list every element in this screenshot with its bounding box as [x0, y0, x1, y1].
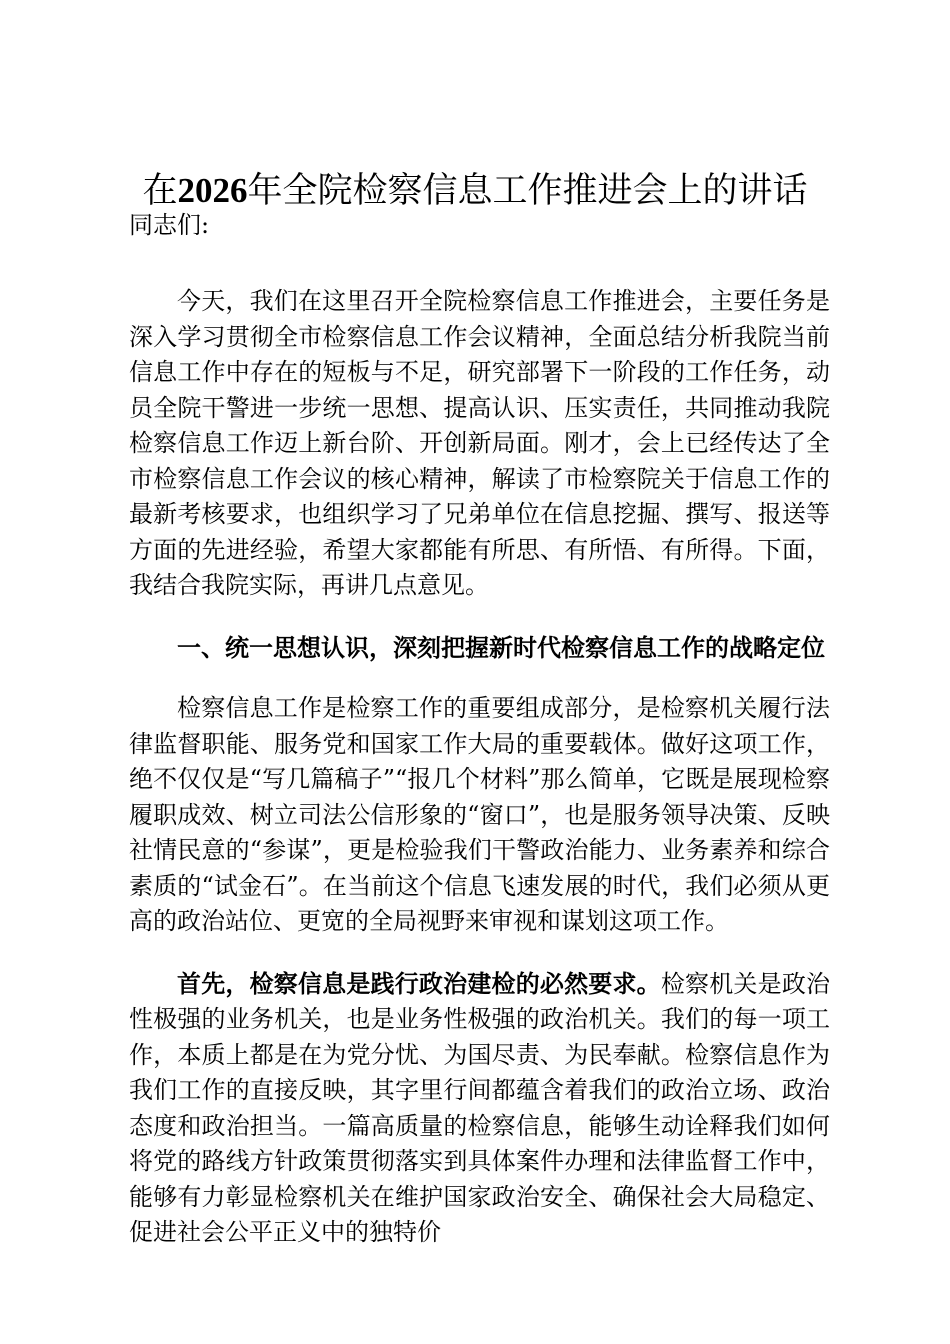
paragraph-section-1: 检察信息工作是检察工作的重要组成部分，是检察机关履行法律监督职能、服务党和国家工作大局的重要载体。做好这项工作，绝不仅仅是“写几篇稿子”“报几个材料”那么简单，它既是展现检察履职成效、树立司法公信形象的“窗口”，也是服务领导决策、反映社情民意的“参谋”，更是检验我们干警政治能力、业务素养和综合素质的“试金石”。在当前这个信息飞速发展的时代，我们必须从更高的政治站位、更宽的全局视野来审视和谋划这项工作。 — [129, 694, 830, 935]
title-suffix: 年全院检察信息工作推进会上的讲话 — [247, 171, 808, 211]
document-body — [129, 284, 830, 1277]
paragraph-lead-sentence: 首先，检察信息是践行政治建检的必然要求。 — [177, 968, 661, 998]
paragraph-first-point — [129, 966, 830, 1251]
section-heading-1: 一、统一思想认识，深刻把握新时代检察信息工作的战略定位 — [177, 632, 825, 662]
salutation: 同志们: — [129, 211, 210, 239]
title-year: 2026 — [177, 171, 248, 210]
title-prefix: 在 — [142, 171, 178, 211]
paragraph-first-point-text: 检察机关是政治性极强的业务机关，也是业务性极强的政治机关。我们的每一项工作，本质上都是在为党分忧、为国尽责、为民奉献。检察信息作为我们工作的直接反映，其字里行间都蕴含着我们的政治立场、政治态度和政治担当。一篇高质量的检察信息，能够生动诠释我们如何将党的路线方针政策贯彻落实到具体案件办理和法律监督工作中，能够有力彰显检察机关在维护国家政治安全、确保社会大局稳定、促进社会公平正义中的独特价 — [129, 969, 831, 1246]
paragraph-intro: 今天，我们在这里召开全院检察信息工作推进会，主要任务是深入学习贯彻全市检察信息工作会议精神，全面总结分析我院当前信息工作中存在的短板与不足，研究部署下一阶段的工作任务，动员全院干警进一步统一思想、提高认识、压实责任，共同推动我院检察信息工作迈上新台阶、开创新局面。刚才，会上已经传达了全市检察信息工作会议的核心精神，解读了市检察院关于信息工作的最新考核要求，也组织学习了兄弟单位在信息挖掘、撰写、报送等方面的先进经验，希望大家都能有所思、有所悟、有所得。下面，我结合我院实际，再讲几点意见。 — [129, 287, 830, 599]
